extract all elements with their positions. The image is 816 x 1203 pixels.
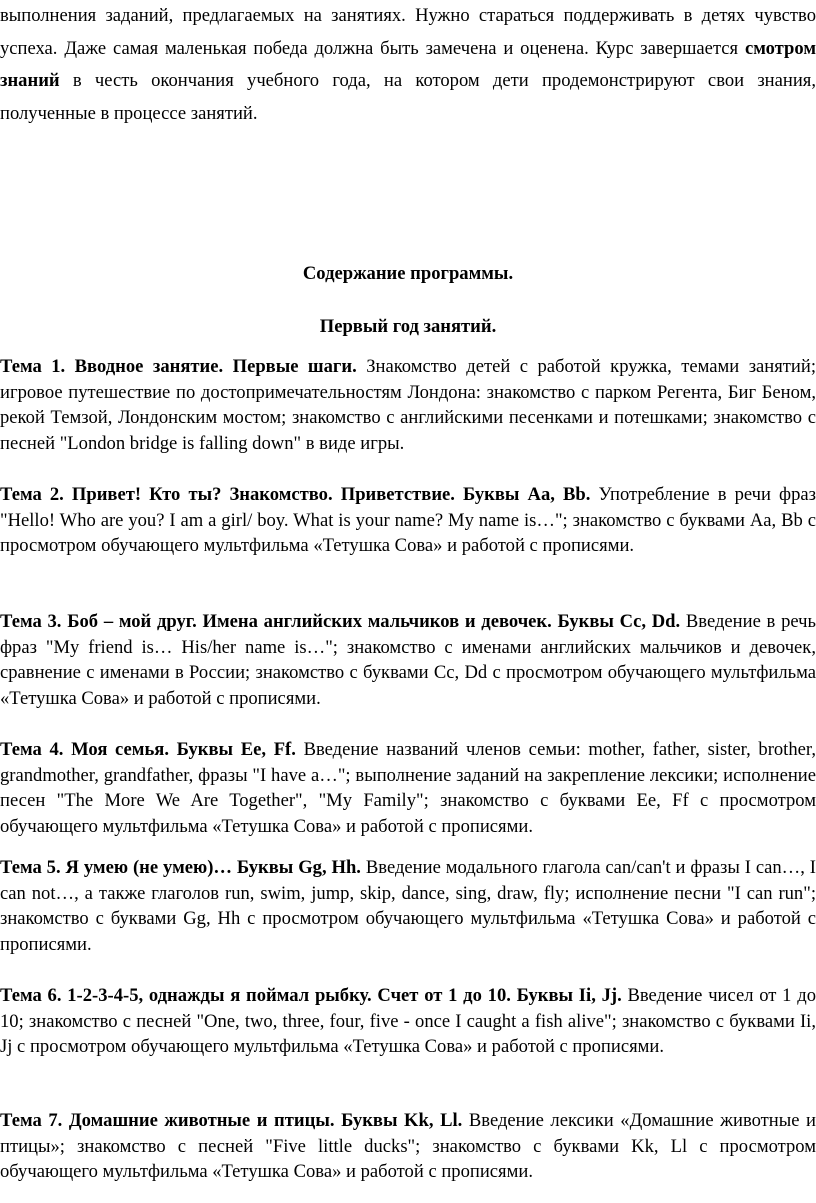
topic-3-text: Введение в речь фраз "My friend is… His/her name is…"; знакомство с именами английских мальчиков и девочек, сравнение с именами в России; знакомство с буквами Cc, Dd с просмотром обучающего мультфильма «Тетушка Сова» и работой с прописями. [0, 611, 816, 709]
intro-text-end: в честь окончания учебного года, на котором дети продемонстрируют свои знания, полученные в процессе занятий. [0, 70, 816, 124]
topic-3-paragraph [0, 609, 816, 711]
intro-paragraph [0, 0, 816, 130]
topic-7-text: Введение лексики «Домашние животные и птицы»; знакомство с песней "Five little ducks"; знакомство с буквами Kk, Ll с просмотром обучающего мультфильма «Тетушка Сова» и работой с прописями. [0, 1110, 816, 1183]
program-content-heading: Содержание программы. [302, 263, 514, 284]
topic-4-paragraph [0, 737, 816, 839]
topic-3-title: Тема 3. Боб – мой друг. Имена английских мальчиков и девочек. Буквы Cc, Dd. [0, 611, 681, 632]
topic-2-text: Употребление в речи фраз "Hello! Who are you? I am a girl/ boy. What is your name? My name is…"; знакомство с буквами Aa, Bb с просмотром обучающего мультфильма «Тетушка Сова» и работой с прописями. [0, 484, 816, 557]
topic-1-title: Тема 1. Вводное занятие. Первые шаги. [0, 356, 357, 377]
topic-2-title: Тема 2. Привет! Кто ты? Знакомство. Приветствие. Буквы Aa, Bb. [0, 484, 591, 505]
first-year-heading: Первый год занятий. [319, 316, 497, 337]
topic-6-text: Введение чисел от 1 до 10; знакомство с песней "One, two, three, four, five - once I caught a fish alive"; знакомство с буквами Ii, Jj с просмотром обучающего мультфильма «Тетушка Сова» и работой с прописями. [0, 985, 816, 1058]
intro-bold-phrase: смотром знаний [0, 37, 816, 91]
topic-5-text: Введение модального глагола can/can't и фразы I can…, I can not…, а также глаголов run, swim, jump, skip, dance, sing, draw, fly; исполнение песни "I can run"; знакомство с буквами Gg, Hh с просмотром обучающего мультфильма «Тетушка Сова» и работой с прописями. [0, 857, 816, 955]
topic-1-text: Знакомство детей с работой кружка, темами занятий; игровое путешествие по достопримечательностям Лондона: знакомство с парком Регента, Биг Беном, рекой Темзой, Лондонским мостом; знакомство с английскими песенками и потешками; знакомство с песней "London bridge is falling down" в виде игры. [0, 356, 816, 454]
topic-6-paragraph [0, 983, 816, 1060]
topic-5-title: Тема 5. Я умею (не умею)… Буквы Gg, Hh. [0, 857, 361, 878]
topic-1-paragraph [0, 354, 816, 456]
topic-2-paragraph [0, 482, 816, 559]
topic-5-paragraph [0, 855, 816, 957]
topic-6-title: Тема 6. 1-2-3-4-5, однажды я поймал рыбку. Счет от 1 до 10. Буквы Ii, Jj. [0, 985, 622, 1006]
topic-4-text: Введение названий членов семьи: mother, father, sister, brother, grandmother, grandfather, фразы "I have a…"; выполнение заданий на закрепление лексики; исполнение песен "The More We Are Together", "My Family"; знакомство с буквами Ee, Ff с просмотром обучающего мультфильма «Тетушка Сова» и работой с прописями. [0, 739, 816, 837]
topic-7-paragraph [0, 1108, 816, 1185]
intro-text-start: выполнения заданий, предлагаемых на занятиях. Нужно стараться поддерживать в детях чувство успеха. Даже самая маленькая победа должна быть замечена и оценена. Курс завершается [0, 5, 816, 59]
topic-7-title: Тема 7. Домашние животные и птицы. Буквы Kk, Ll. [0, 1110, 463, 1131]
topic-4-title: Тема 4. Моя семья. Буквы Ee, Ff. [0, 739, 296, 760]
